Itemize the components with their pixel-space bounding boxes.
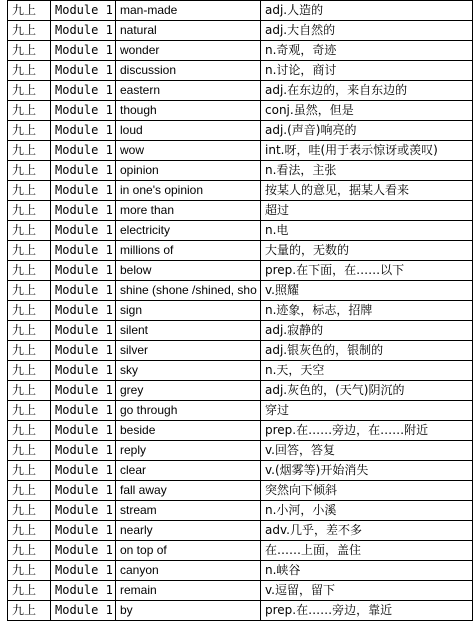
grade-cell: 九上	[8, 501, 51, 521]
meaning-cell: n.小河，小溪	[261, 501, 473, 521]
table-row	[8, 561, 473, 581]
meaning-cell: n.迹象，标志，招牌	[261, 301, 473, 321]
meaning-cell: prep.在……旁边，在……附近	[261, 421, 473, 441]
module-cell: Module 1	[51, 561, 116, 581]
table-row	[8, 601, 473, 621]
table-row	[8, 21, 473, 41]
meaning-cell: adj.银灰色的，银制的	[261, 341, 473, 361]
table-row	[8, 441, 473, 461]
table-row	[8, 1, 473, 21]
module-cell: Module 1	[51, 141, 116, 161]
meaning-cell: adj.灰色的，(天气)阴沉的	[261, 381, 473, 401]
meaning-cell: v.照耀	[261, 281, 473, 301]
word-cell: opinion	[116, 161, 261, 181]
grade-cell: 九上	[8, 321, 51, 341]
word-cell: nearly	[116, 521, 261, 541]
grade-cell: 九上	[8, 461, 51, 481]
module-cell: Module 1	[51, 201, 116, 221]
meaning-cell: 在……上面，盖住	[261, 541, 473, 561]
meaning-cell: prep.在下面，在……以下	[261, 261, 473, 281]
grade-cell: 九上	[8, 121, 51, 141]
meaning-cell: adj.人造的	[261, 1, 473, 21]
module-cell: Module 1	[51, 461, 116, 481]
word-cell: in one's opinion	[116, 181, 261, 201]
vocabulary-table-body	[8, 1, 473, 621]
word-cell: silent	[116, 321, 261, 341]
module-cell: Module 1	[51, 501, 116, 521]
table-row	[8, 461, 473, 481]
module-cell: Module 1	[51, 121, 116, 141]
word-cell: wonder	[116, 41, 261, 61]
grade-cell: 九上	[8, 21, 51, 41]
word-cell: millions of	[116, 241, 261, 261]
module-cell: Module 1	[51, 341, 116, 361]
word-cell: shine (shone /shined, sho	[116, 281, 261, 301]
word-cell: beside	[116, 421, 261, 441]
table-row	[8, 221, 473, 241]
word-cell: go through	[116, 401, 261, 421]
module-cell: Module 1	[51, 61, 116, 81]
module-cell: Module 1	[51, 381, 116, 401]
grade-cell: 九上	[8, 61, 51, 81]
grade-cell: 九上	[8, 561, 51, 581]
grade-cell: 九上	[8, 201, 51, 221]
table-row	[8, 481, 473, 501]
grade-cell: 九上	[8, 581, 51, 601]
meaning-cell: 穿过	[261, 401, 473, 421]
grade-cell: 九上	[8, 381, 51, 401]
module-cell: Module 1	[51, 101, 116, 121]
meaning-cell: n.看法，主张	[261, 161, 473, 181]
table-row	[8, 41, 473, 61]
grade-cell: 九上	[8, 1, 51, 21]
meaning-cell: n.峡谷	[261, 561, 473, 581]
module-cell: Module 1	[51, 161, 116, 181]
meaning-cell: prep.在……旁边，靠近	[261, 601, 473, 621]
table-row	[8, 121, 473, 141]
module-cell: Module 1	[51, 81, 116, 101]
table-row	[8, 501, 473, 521]
word-cell: eastern	[116, 81, 261, 101]
module-cell: Module 1	[51, 441, 116, 461]
meaning-cell: conj.虽然，但是	[261, 101, 473, 121]
table-row	[8, 261, 473, 281]
module-cell: Module 1	[51, 281, 116, 301]
module-cell: Module 1	[51, 581, 116, 601]
table-row	[8, 281, 473, 301]
table-row	[8, 61, 473, 81]
word-cell: sign	[116, 301, 261, 321]
module-cell: Module 1	[51, 421, 116, 441]
grade-cell: 九上	[8, 141, 51, 161]
meaning-cell: v.回答，答复	[261, 441, 473, 461]
table-row	[8, 241, 473, 261]
word-cell: clear	[116, 461, 261, 481]
table-row	[8, 101, 473, 121]
module-cell: Module 1	[51, 361, 116, 381]
word-cell: sky	[116, 361, 261, 381]
word-cell: electricity	[116, 221, 261, 241]
module-cell: Module 1	[51, 21, 116, 41]
table-row	[8, 381, 473, 401]
grade-cell: 九上	[8, 481, 51, 501]
grade-cell: 九上	[8, 221, 51, 241]
grade-cell: 九上	[8, 421, 51, 441]
grade-cell: 九上	[8, 241, 51, 261]
table-row	[8, 181, 473, 201]
word-cell: though	[116, 101, 261, 121]
module-cell: Module 1	[51, 41, 116, 61]
word-cell: silver	[116, 341, 261, 361]
grade-cell: 九上	[8, 81, 51, 101]
table-row	[8, 81, 473, 101]
grade-cell: 九上	[8, 541, 51, 561]
grade-cell: 九上	[8, 181, 51, 201]
table-row	[8, 301, 473, 321]
grade-cell: 九上	[8, 41, 51, 61]
table-row	[8, 581, 473, 601]
word-cell: remain	[116, 581, 261, 601]
module-cell: Module 1	[51, 1, 116, 21]
meaning-cell: adj.大自然的	[261, 21, 473, 41]
module-cell: Module 1	[51, 181, 116, 201]
table-row	[8, 341, 473, 361]
meaning-cell: n.奇观，奇迹	[261, 41, 473, 61]
word-cell: fall away	[116, 481, 261, 501]
table-row	[8, 141, 473, 161]
grade-cell: 九上	[8, 361, 51, 381]
meaning-cell: n.电	[261, 221, 473, 241]
table-row	[8, 521, 473, 541]
meaning-cell: n.天，天空	[261, 361, 473, 381]
grade-cell: 九上	[8, 441, 51, 461]
grade-cell: 九上	[8, 301, 51, 321]
table-row	[8, 161, 473, 181]
meaning-cell: 大量的，无数的	[261, 241, 473, 261]
meaning-cell: adv.几乎，差不多	[261, 521, 473, 541]
grade-cell: 九上	[8, 341, 51, 361]
module-cell: Module 1	[51, 521, 116, 541]
table-row	[8, 201, 473, 221]
module-cell: Module 1	[51, 541, 116, 561]
meaning-cell: v.逗留，留下	[261, 581, 473, 601]
meaning-cell: v.(烟雾等)开始消失	[261, 461, 473, 481]
word-cell: by	[116, 601, 261, 621]
word-cell: wow	[116, 141, 261, 161]
meaning-cell: adj.寂静的	[261, 321, 473, 341]
table-row	[8, 401, 473, 421]
meaning-cell: 突然向下倾斜	[261, 481, 473, 501]
module-cell: Module 1	[51, 241, 116, 261]
module-cell: Module 1	[51, 321, 116, 341]
word-cell: reply	[116, 441, 261, 461]
grade-cell: 九上	[8, 601, 51, 621]
module-cell: Module 1	[51, 481, 116, 501]
word-cell: stream	[116, 501, 261, 521]
word-cell: man-made	[116, 1, 261, 21]
word-cell: natural	[116, 21, 261, 41]
module-cell: Module 1	[51, 601, 116, 621]
grade-cell: 九上	[8, 261, 51, 281]
word-cell: more than	[116, 201, 261, 221]
word-cell: below	[116, 261, 261, 281]
module-cell: Module 1	[51, 221, 116, 241]
grade-cell: 九上	[8, 161, 51, 181]
meaning-cell: 按某人的意见，据某人看来	[261, 181, 473, 201]
table-row	[8, 541, 473, 561]
word-cell: loud	[116, 121, 261, 141]
vocabulary-table	[7, 0, 473, 621]
table-row	[8, 421, 473, 441]
word-cell: on top of	[116, 541, 261, 561]
word-cell: grey	[116, 381, 261, 401]
grade-cell: 九上	[8, 281, 51, 301]
table-row	[8, 321, 473, 341]
meaning-cell: int.呀，哇(用于表示惊讶或羡叹)	[261, 141, 473, 161]
grade-cell: 九上	[8, 521, 51, 541]
grade-cell: 九上	[8, 401, 51, 421]
word-cell: canyon	[116, 561, 261, 581]
module-cell: Module 1	[51, 301, 116, 321]
module-cell: Module 1	[51, 261, 116, 281]
meaning-cell: adj.(声音)响亮的	[261, 121, 473, 141]
meaning-cell: n.讨论，商讨	[261, 61, 473, 81]
meaning-cell: 超过	[261, 201, 473, 221]
meaning-cell: adj.在东边的，来自东边的	[261, 81, 473, 101]
table-row	[8, 361, 473, 381]
word-cell: discussion	[116, 61, 261, 81]
module-cell: Module 1	[51, 401, 116, 421]
grade-cell: 九上	[8, 101, 51, 121]
